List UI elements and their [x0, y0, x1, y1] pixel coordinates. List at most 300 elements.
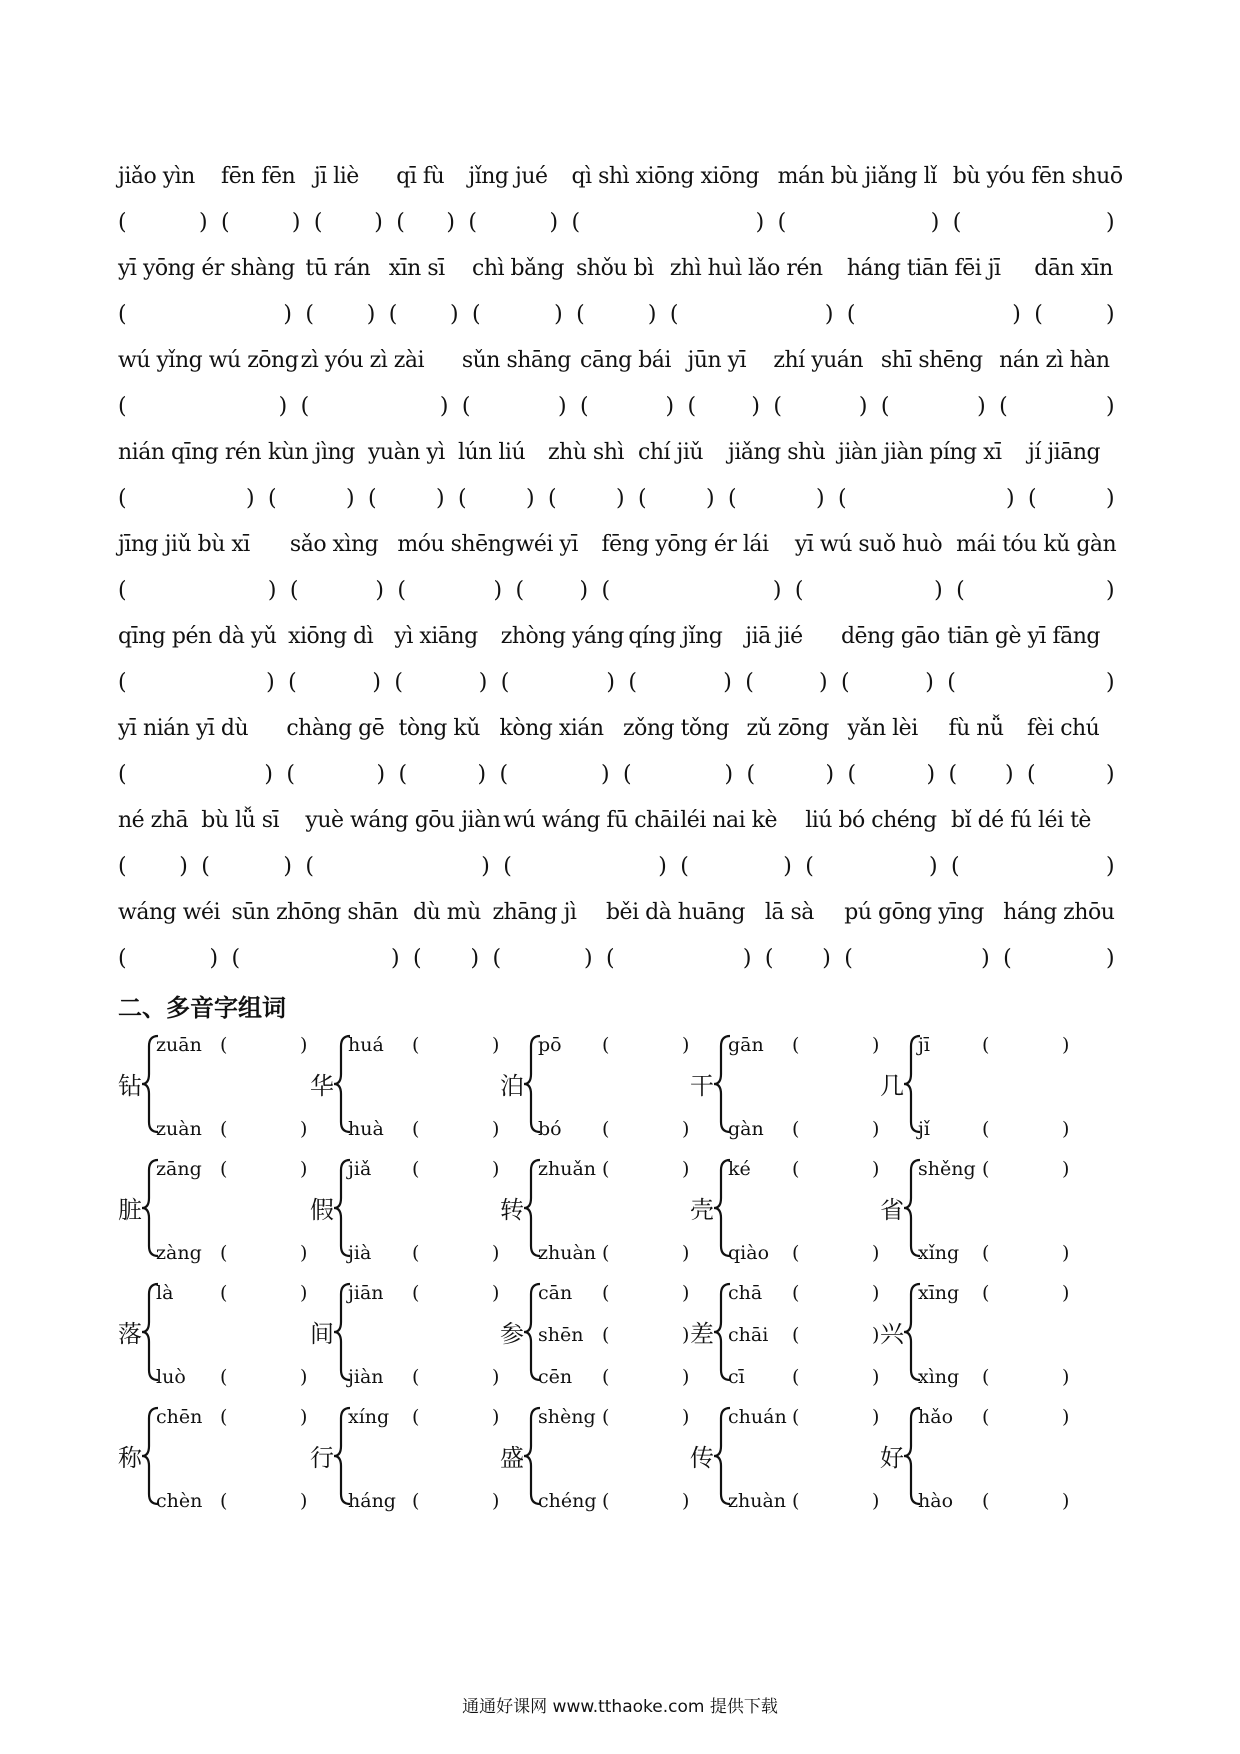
paren-open: ( — [413, 946, 422, 971]
pinyin-word: yuè wáng gōu jiàn — [305, 808, 501, 833]
reading-line — [728, 1116, 888, 1142]
paren-close: ) — [300, 1158, 308, 1180]
paren-open: ( — [220, 1242, 228, 1264]
paren-open: ( — [580, 394, 589, 419]
paren-open: ( — [602, 1118, 610, 1140]
paren-open: ( — [472, 302, 481, 327]
paren-close: ) — [391, 946, 400, 971]
paren-open: ( — [1027, 762, 1036, 787]
paren-open: ( — [118, 210, 127, 235]
answer-blank-row — [118, 482, 1128, 516]
paren-open: ( — [388, 302, 398, 327]
paren-open: ( — [412, 1366, 420, 1388]
paren-open: ( — [412, 1490, 420, 1512]
reading-line — [156, 1156, 316, 1182]
section-title: 二、多音字组词 — [118, 994, 286, 1022]
paren-open: ( — [412, 1118, 420, 1140]
paren-close: ) — [825, 762, 835, 787]
paren-close: ) — [179, 854, 188, 879]
pinyin-word: fèi chú — [1027, 716, 1100, 741]
paren-open: ( — [1028, 486, 1037, 511]
paren-close: ) — [1106, 394, 1115, 419]
paren-close: ) — [439, 394, 449, 419]
paren-open: ( — [602, 1324, 610, 1346]
paren-open: ( — [499, 762, 509, 787]
polyphonic-item — [118, 1404, 318, 1516]
reading-pinyin: jiān — [348, 1282, 384, 1304]
paren-open: ( — [792, 1242, 800, 1264]
pinyin-word: wú wáng fū chāi — [503, 808, 679, 833]
reading-pinyin: cī — [728, 1366, 745, 1388]
paren-open: ( — [601, 578, 611, 603]
paren-open: ( — [268, 486, 277, 511]
paren-open: ( — [571, 210, 581, 235]
paren-open: ( — [628, 670, 637, 695]
reading-line — [918, 1404, 1078, 1430]
paren-close: ) — [1106, 210, 1115, 235]
paren-close: ) — [872, 1034, 880, 1056]
pinyin-word: zhí yuán — [773, 348, 864, 373]
pinyin-word: léi nai kè — [680, 808, 778, 833]
paren-close: ) — [925, 670, 934, 695]
paren-close: ) — [300, 1282, 308, 1304]
paren-open: ( — [982, 1158, 990, 1180]
paren-open: ( — [728, 486, 737, 511]
reading-line — [156, 1240, 316, 1266]
reading-pinyin: chéng — [538, 1490, 597, 1512]
pinyin-word: dēng gāo — [840, 624, 940, 649]
pinyin-word: sǎo xìng — [289, 532, 379, 557]
reading-line — [156, 1488, 316, 1514]
paren-close: ) — [300, 1490, 308, 1512]
pinyin-word: kòng xián — [499, 716, 604, 741]
reading-pinyin: chèn — [156, 1490, 203, 1512]
paren-close: ) — [1062, 1406, 1070, 1428]
reading-line — [156, 1032, 316, 1058]
pinyin-word: qī fù — [396, 164, 445, 189]
paren-close: ) — [682, 1282, 690, 1304]
paren-close: ) — [872, 1118, 880, 1140]
paren-close: ) — [1106, 854, 1115, 879]
paren-close: ) — [682, 1324, 690, 1346]
paren-open: ( — [638, 486, 647, 511]
paren-open: ( — [468, 210, 477, 235]
paren-close: ) — [492, 1118, 500, 1140]
pinyin-row — [118, 528, 1128, 562]
paren-open: ( — [794, 578, 804, 603]
paren-close: ) — [682, 1366, 690, 1388]
reading-pinyin: shèng — [538, 1406, 596, 1428]
paren-open: ( — [313, 210, 323, 235]
reading-line — [348, 1364, 508, 1390]
paren-open: ( — [792, 1034, 800, 1056]
paren-close: ) — [872, 1490, 880, 1512]
paren-open: ( — [947, 670, 956, 695]
polyphonic-item — [690, 1156, 890, 1268]
paren-open: ( — [805, 854, 814, 879]
pinyin-row — [118, 344, 1128, 378]
paren-close: ) — [199, 210, 208, 235]
paren-open: ( — [982, 1406, 990, 1428]
reading-pinyin: chāi — [728, 1324, 769, 1346]
paren-open: ( — [412, 1406, 420, 1428]
polyphonic-char: 参 — [500, 1320, 524, 1348]
pinyin-word: wáng wéi — [118, 900, 221, 925]
paren-open: ( — [792, 1118, 800, 1140]
reading-pinyin: zhuǎn — [538, 1158, 597, 1180]
paren-open: ( — [602, 1034, 610, 1056]
polyphonic-char: 差 — [690, 1320, 714, 1348]
paren-close: ) — [366, 302, 376, 327]
paren-close: ) — [1106, 670, 1115, 695]
paren-open: ( — [982, 1282, 990, 1304]
paren-close: ) — [558, 394, 567, 419]
paren-close: ) — [930, 210, 940, 235]
paren-close: ) — [977, 394, 986, 419]
paren-close: ) — [682, 1490, 690, 1512]
reading-pinyin: xíng — [348, 1406, 390, 1428]
paren-open: ( — [999, 394, 1008, 419]
paren-close: ) — [300, 1034, 308, 1056]
paren-open: ( — [982, 1034, 990, 1056]
paren-close: ) — [723, 670, 732, 695]
pinyin-word: qì shì xiōng xiōng — [571, 164, 759, 189]
reading-line — [538, 1156, 698, 1182]
paren-close: ) — [647, 302, 657, 327]
paren-open: ( — [1003, 946, 1012, 971]
polyphonic-char: 落 — [118, 1320, 142, 1348]
polyphonic-item — [880, 1404, 1080, 1516]
polyphonic-char: 干 — [690, 1072, 714, 1100]
polyphonic-item — [880, 1280, 1080, 1392]
pinyin-word: kùn jìng — [268, 440, 355, 465]
pinyin-word: zǔ zōng — [746, 716, 829, 741]
pinyin-word: bù yóu fēn shuō — [952, 164, 1123, 189]
polyphonic-char: 间 — [310, 1320, 334, 1348]
paren-close: ) — [492, 1406, 500, 1428]
paren-open: ( — [396, 210, 405, 235]
answer-blank-row — [118, 666, 1128, 700]
paren-close: ) — [300, 1366, 308, 1388]
pinyin-word: wéi yī — [515, 532, 578, 557]
paren-open: ( — [764, 946, 774, 971]
paren-close: ) — [751, 394, 761, 419]
reading-pinyin: huá — [348, 1034, 384, 1056]
paren-open: ( — [118, 762, 127, 787]
reading-line — [156, 1280, 316, 1306]
paren-open: ( — [288, 670, 297, 695]
pinyin-word: xiōng dì — [288, 624, 374, 649]
paren-close: ) — [492, 1242, 500, 1264]
pinyin-word: liú bó chéng — [805, 808, 937, 833]
pinyin-row — [118, 160, 1128, 194]
paren-open: ( — [515, 578, 525, 603]
pinyin-word: pú gōng yīng — [844, 900, 984, 925]
paren-open: ( — [118, 302, 127, 327]
reading-pinyin: zuàn — [156, 1118, 202, 1140]
pinyin-word: mái tóu kǔ gàn — [956, 532, 1117, 557]
pinyin-word: shī shēng — [880, 348, 983, 373]
paren-close: ) — [1106, 578, 1115, 603]
pinyin-word: lā sà — [764, 900, 814, 925]
reading-line — [918, 1488, 1078, 1514]
pinyin-word: tòng kǔ — [398, 716, 480, 741]
paren-open: ( — [300, 394, 310, 419]
reading-pinyin: ké — [728, 1158, 751, 1180]
reading-pinyin: xīng — [918, 1282, 960, 1304]
paren-close: ) — [1106, 762, 1115, 787]
paren-close: ) — [1062, 1282, 1070, 1304]
paren-close: ) — [446, 210, 455, 235]
paren-open: ( — [952, 210, 962, 235]
pinyin-word: yī wú suǒ huò — [794, 532, 943, 557]
polyphonic-item — [500, 1156, 700, 1268]
paren-open: ( — [220, 1282, 228, 1304]
polyphonic-char: 行 — [310, 1444, 334, 1472]
polyphonic-char: 华 — [310, 1072, 334, 1100]
pinyin-word: háng tiān fēi jī — [846, 256, 1001, 281]
pinyin-word: jǐng jué — [468, 164, 548, 189]
reading-pinyin: zàng — [156, 1242, 202, 1264]
paren-open: ( — [118, 486, 127, 511]
pinyin-word: sǔn shāng — [461, 348, 571, 373]
paren-open: ( — [982, 1118, 990, 1140]
answer-blank-row — [118, 390, 1128, 424]
paren-open: ( — [792, 1282, 800, 1304]
paren-open: ( — [503, 854, 512, 879]
paren-open: ( — [412, 1282, 420, 1304]
paren-open: ( — [305, 302, 315, 327]
pinyin-word: xīn sī — [388, 256, 445, 281]
paren-close: ) — [492, 1034, 500, 1056]
reading-pinyin: hǎo — [918, 1406, 954, 1428]
paren-open: ( — [602, 1366, 610, 1388]
reading-line — [728, 1240, 888, 1266]
page-footer: 通通好课网 www.tthaoke.com 提供下载 — [462, 1697, 778, 1717]
reading-line — [538, 1280, 698, 1306]
paren-close: ) — [772, 578, 782, 603]
reading-line — [348, 1280, 508, 1306]
paren-close: ) — [706, 486, 715, 511]
reading-line — [538, 1322, 698, 1348]
paren-close: ) — [492, 1490, 500, 1512]
paren-open: ( — [368, 486, 377, 511]
polyphonic-char: 几 — [880, 1072, 904, 1100]
polyphonic-item — [500, 1032, 700, 1144]
pinyin-word: mán bù jiǎng lǐ — [777, 164, 937, 189]
polyphonic-item — [118, 1032, 318, 1144]
paren-open: ( — [492, 946, 502, 971]
paren-open: ( — [118, 946, 127, 971]
reading-line — [728, 1488, 888, 1514]
reading-pinyin: jǐ — [918, 1118, 930, 1140]
polyphonic-char: 兴 — [880, 1320, 904, 1348]
pinyin-word: jūn yī — [687, 348, 747, 373]
reading-line — [156, 1404, 316, 1430]
polyphonic-char: 泊 — [500, 1072, 524, 1100]
reading-line — [918, 1240, 1078, 1266]
paren-open: ( — [838, 486, 847, 511]
paren-close: ) — [291, 210, 301, 235]
paren-close: ) — [1012, 302, 1021, 327]
pinyin-word: wú yǐng wú zōng — [118, 348, 299, 373]
paren-open: ( — [220, 1366, 228, 1388]
paren-close: ) — [283, 302, 293, 327]
answer-blank-row — [118, 206, 1128, 240]
pinyin-word: chì bǎng — [472, 256, 564, 281]
reading-pinyin: bó — [538, 1118, 562, 1140]
pinyin-word: jiǎo yìn — [118, 164, 195, 189]
pinyin-row — [118, 712, 1128, 746]
paren-open: ( — [669, 302, 679, 327]
paren-open: ( — [118, 394, 127, 419]
reading-pinyin: xǐng — [918, 1242, 960, 1264]
pinyin-word: cāng bái — [580, 348, 671, 373]
pinyin-word: shǒu bì — [576, 256, 654, 281]
pinyin-word: qíng jǐng — [628, 624, 723, 649]
pinyin-word: chí jiǔ — [638, 440, 704, 465]
paren-close: ) — [436, 486, 445, 511]
paren-open: ( — [220, 1158, 228, 1180]
paren-close: ) — [493, 578, 503, 603]
reading-pinyin: cēn — [538, 1366, 573, 1388]
polyphonic-char: 盛 — [500, 1444, 524, 1472]
reading-pinyin: gàn — [728, 1118, 764, 1140]
paren-close: ) — [1006, 486, 1015, 511]
pinyin-row — [118, 804, 1128, 838]
reading-pinyin: luò — [156, 1366, 186, 1388]
paren-close: ) — [872, 1282, 880, 1304]
reading-line — [918, 1116, 1078, 1142]
reading-pinyin: hào — [918, 1490, 954, 1512]
paren-open: ( — [777, 210, 787, 235]
paren-close: ) — [872, 1366, 880, 1388]
polyphonic-item — [880, 1156, 1080, 1268]
paren-close: ) — [1106, 486, 1115, 511]
reading-pinyin: zāng — [156, 1158, 202, 1180]
pinyin-word: běi dà huāng — [605, 900, 745, 925]
paren-open: ( — [846, 302, 856, 327]
reading-line — [918, 1280, 1078, 1306]
paren-open: ( — [602, 1282, 610, 1304]
pinyin-word: fēng yōng ér lái — [601, 532, 769, 557]
paren-open: ( — [1034, 302, 1043, 327]
pinyin-word: zǒng tǒng — [623, 716, 729, 741]
paren-close: ) — [283, 854, 293, 879]
pinyin-row — [118, 896, 1128, 930]
pinyin-row — [118, 620, 1128, 654]
polyphonic-item — [310, 1404, 510, 1516]
paren-close: ) — [372, 670, 381, 695]
pinyin-word: zhì huì lǎo rén — [669, 256, 823, 281]
reading-line — [728, 1322, 888, 1348]
reading-pinyin: zuān — [156, 1034, 202, 1056]
paren-close: ) — [665, 394, 675, 419]
reading-line — [728, 1404, 888, 1430]
paren-close: ) — [300, 1118, 308, 1140]
paren-open: ( — [412, 1034, 420, 1056]
paren-close: ) — [926, 762, 936, 787]
paren-close: ) — [783, 854, 792, 879]
paren-open: ( — [792, 1366, 800, 1388]
polyphonic-item — [310, 1280, 510, 1392]
paren-close: ) — [376, 762, 386, 787]
pinyin-word: né zhā — [118, 808, 189, 833]
pinyin-word: yī nián yī dù — [118, 716, 249, 741]
reading-line — [918, 1364, 1078, 1390]
paren-close: ) — [1062, 1158, 1070, 1180]
answer-blank-row — [118, 574, 1128, 608]
polyphonic-item — [500, 1404, 700, 1516]
paren-close: ) — [554, 302, 563, 327]
paren-open: ( — [397, 578, 406, 603]
paren-open: ( — [461, 394, 471, 419]
pinyin-row — [118, 436, 1128, 470]
polyphonic-char: 脏 — [118, 1196, 142, 1224]
pinyin-word: dù mù — [413, 900, 481, 925]
polyphonic-char: 转 — [500, 1196, 524, 1224]
paren-open: ( — [950, 854, 960, 879]
pinyin-word: yì xiāng — [394, 624, 478, 649]
polyphonic-char: 假 — [310, 1196, 334, 1224]
paren-close: ) — [583, 946, 593, 971]
reading-line — [728, 1032, 888, 1058]
paren-close: ) — [1062, 1118, 1070, 1140]
paren-close: ) — [1106, 302, 1115, 327]
paren-open: ( — [458, 486, 467, 511]
paren-close: ) — [300, 1242, 308, 1264]
paren-close: ) — [526, 486, 535, 511]
paren-open: ( — [840, 670, 850, 695]
paren-open: ( — [602, 1490, 610, 1512]
paren-close: ) — [264, 762, 273, 787]
paren-close: ) — [492, 1366, 500, 1388]
pinyin-row — [118, 252, 1128, 286]
paren-open: ( — [412, 1158, 420, 1180]
reading-pinyin: gān — [728, 1034, 764, 1056]
paren-close: ) — [755, 210, 765, 235]
paren-open: ( — [201, 854, 210, 879]
pinyin-word: tiān gè yī fāng — [947, 624, 1100, 649]
reading-pinyin: jià — [348, 1242, 372, 1264]
reading-pinyin: zhuàn — [728, 1490, 787, 1512]
paren-close: ) — [682, 1118, 690, 1140]
reading-line — [728, 1364, 888, 1390]
paren-close: ) — [824, 302, 834, 327]
pinyin-word: zhāng jì — [492, 900, 577, 925]
reading-line — [348, 1240, 508, 1266]
paren-close: ) — [209, 946, 219, 971]
paren-open: ( — [220, 1406, 228, 1428]
paren-close: ) — [872, 1158, 880, 1180]
polyphonic-item — [118, 1280, 318, 1392]
paren-close: ) — [267, 578, 277, 603]
paren-open: ( — [680, 854, 689, 879]
pinyin-word: yuàn yì — [368, 440, 445, 465]
paren-close: ) — [278, 394, 288, 419]
polyphonic-item — [310, 1156, 510, 1268]
paren-open: ( — [844, 946, 853, 971]
paren-open: ( — [792, 1406, 800, 1428]
reading-pinyin: jiǎ — [348, 1158, 372, 1180]
paren-close: ) — [346, 486, 355, 511]
reading-line — [538, 1488, 698, 1514]
pinyin-word: dān xīn — [1034, 256, 1113, 281]
pinyin-word: zì yóu zì zài — [300, 348, 424, 373]
paren-close: ) — [872, 1406, 880, 1428]
paren-open: ( — [286, 762, 295, 787]
reading-pinyin: là — [156, 1282, 174, 1304]
